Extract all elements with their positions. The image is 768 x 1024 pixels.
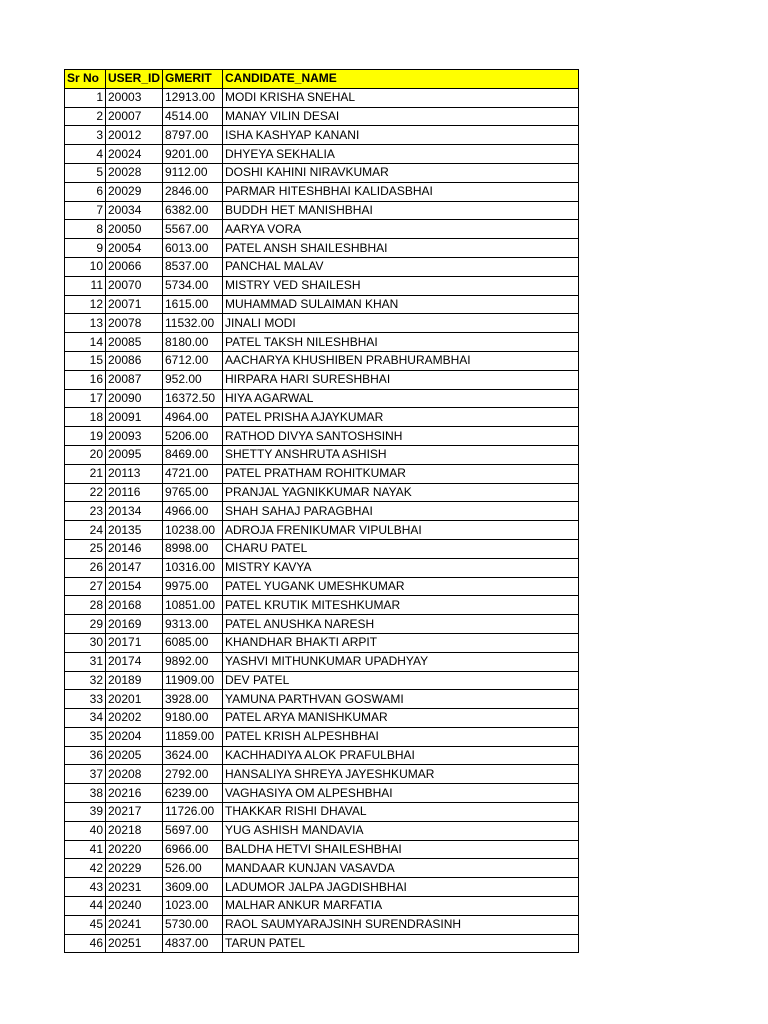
- cell-sr-no: 42: [65, 859, 106, 878]
- cell-sr-no: 21: [65, 464, 106, 483]
- table-row: [65, 239, 579, 258]
- cell-sr-no: 39: [65, 803, 106, 822]
- cell-gmerit: 11726.00: [163, 803, 223, 822]
- cell-user-id: 20201: [106, 690, 163, 709]
- cell-sr-no: 1: [65, 88, 106, 107]
- cell-candidate-name: MODI KRISHA SNEHAL: [223, 88, 579, 107]
- cell-user-id: 20007: [106, 107, 163, 126]
- cell-sr-no: 13: [65, 314, 106, 333]
- cell-sr-no: 25: [65, 539, 106, 558]
- cell-sr-no: 35: [65, 727, 106, 746]
- cell-sr-no: 8: [65, 220, 106, 239]
- cell-user-id: 20093: [106, 427, 163, 446]
- cell-user-id: 20240: [106, 897, 163, 916]
- cell-candidate-name: VAGHASIYA OM ALPESHBHAI: [223, 784, 579, 803]
- table-row: [65, 220, 579, 239]
- cell-user-id: 20216: [106, 784, 163, 803]
- cell-sr-no: 46: [65, 934, 106, 953]
- cell-user-id: 20251: [106, 934, 163, 953]
- header-row: [65, 70, 579, 89]
- cell-candidate-name: AACHARYA KHUSHIBEN PRABHURAMBHAI: [223, 351, 579, 370]
- cell-candidate-name: YAMUNA PARTHVAN GOSWAMI: [223, 690, 579, 709]
- cell-user-id: 20174: [106, 652, 163, 671]
- cell-candidate-name: RATHOD DIVYA SANTOSHSINH: [223, 427, 579, 446]
- table-row: [65, 690, 579, 709]
- cell-gmerit: 4514.00: [163, 107, 223, 126]
- table-row: [65, 803, 579, 822]
- cell-user-id: 20189: [106, 671, 163, 690]
- cell-user-id: 20154: [106, 577, 163, 596]
- cell-gmerit: 1023.00: [163, 897, 223, 916]
- cell-candidate-name: DOSHI KAHINI NIRAVKUMAR: [223, 163, 579, 182]
- cell-sr-no: 12: [65, 295, 106, 314]
- cell-user-id: 20029: [106, 182, 163, 201]
- cell-sr-no: 4: [65, 145, 106, 164]
- cell-sr-no: 43: [65, 878, 106, 897]
- cell-sr-no: 27: [65, 577, 106, 596]
- cell-gmerit: 4964.00: [163, 408, 223, 427]
- cell-sr-no: 30: [65, 633, 106, 652]
- cell-candidate-name: DHYEYA SEKHALIA: [223, 145, 579, 164]
- cell-user-id: 20204: [106, 727, 163, 746]
- cell-sr-no: 7: [65, 201, 106, 220]
- cell-user-id: 20066: [106, 257, 163, 276]
- cell-gmerit: 11859.00: [163, 727, 223, 746]
- table-row: [65, 276, 579, 295]
- cell-gmerit: 5734.00: [163, 276, 223, 295]
- cell-candidate-name: RAOL SAUMYARAJSINH SURENDRASINH: [223, 915, 579, 934]
- cell-user-id: 20091: [106, 408, 163, 427]
- table-row: [65, 539, 579, 558]
- cell-candidate-name: SHETTY ANSHRUTA ASHISH: [223, 445, 579, 464]
- cell-candidate-name: PATEL PRATHAM ROHITKUMAR: [223, 464, 579, 483]
- cell-candidate-name: PATEL ANSH SHAILESHBHAI: [223, 239, 579, 258]
- cell-candidate-name: KACHHADIYA ALOK PRAFULBHAI: [223, 746, 579, 765]
- cell-gmerit: 10316.00: [163, 558, 223, 577]
- table-row: [65, 427, 579, 446]
- cell-candidate-name: ISHA KASHYAP KANANI: [223, 126, 579, 145]
- table-row: [65, 577, 579, 596]
- cell-user-id: 20034: [106, 201, 163, 220]
- cell-user-id: 20134: [106, 502, 163, 521]
- cell-user-id: 20116: [106, 483, 163, 502]
- cell-gmerit: 5730.00: [163, 915, 223, 934]
- table-row: [65, 107, 579, 126]
- cell-user-id: 20086: [106, 351, 163, 370]
- cell-user-id: 20070: [106, 276, 163, 295]
- table-row: [65, 859, 579, 878]
- cell-candidate-name: KHANDHAR BHAKTI ARPIT: [223, 633, 579, 652]
- cell-gmerit: 952.00: [163, 370, 223, 389]
- cell-gmerit: 9112.00: [163, 163, 223, 182]
- cell-user-id: 20168: [106, 596, 163, 615]
- cell-candidate-name: TARUN PATEL: [223, 934, 579, 953]
- cell-candidate-name: MISTRY KAVYA: [223, 558, 579, 577]
- cell-sr-no: 38: [65, 784, 106, 803]
- cell-candidate-name: PARMAR HITESHBHAI KALIDASBHAI: [223, 182, 579, 201]
- cell-candidate-name: YASHVI MITHUNKUMAR UPADHYAY: [223, 652, 579, 671]
- cell-sr-no: 40: [65, 821, 106, 840]
- cell-gmerit: 8469.00: [163, 445, 223, 464]
- table-row: [65, 182, 579, 201]
- cell-gmerit: 6382.00: [163, 201, 223, 220]
- cell-gmerit: 10851.00: [163, 596, 223, 615]
- cell-user-id: 20028: [106, 163, 163, 182]
- cell-sr-no: 32: [65, 671, 106, 690]
- cell-candidate-name: PATEL YUGANK UMESHKUMAR: [223, 577, 579, 596]
- cell-candidate-name: PATEL KRUTIK MITESHKUMAR: [223, 596, 579, 615]
- cell-sr-no: 23: [65, 502, 106, 521]
- cell-sr-no: 36: [65, 746, 106, 765]
- cell-gmerit: 12913.00: [163, 88, 223, 107]
- table-row: [65, 314, 579, 333]
- cell-gmerit: 9201.00: [163, 145, 223, 164]
- cell-candidate-name: MANDAAR KUNJAN VASAVDA: [223, 859, 579, 878]
- cell-gmerit: 9313.00: [163, 615, 223, 634]
- cell-sr-no: 5: [65, 163, 106, 182]
- cell-candidate-name: AARYA VORA: [223, 220, 579, 239]
- table-row: [65, 633, 579, 652]
- cell-user-id: 20078: [106, 314, 163, 333]
- cell-sr-no: 18: [65, 408, 106, 427]
- cell-user-id: 20113: [106, 464, 163, 483]
- cell-user-id: 20217: [106, 803, 163, 822]
- cell-candidate-name: JINALI MODI: [223, 314, 579, 333]
- cell-candidate-name: PATEL TAKSH NILESHBHAI: [223, 333, 579, 352]
- cell-gmerit: 4837.00: [163, 934, 223, 953]
- cell-candidate-name: SHAH SAHAJ PARAGBHAI: [223, 502, 579, 521]
- cell-gmerit: 2792.00: [163, 765, 223, 784]
- cell-user-id: 20218: [106, 821, 163, 840]
- cell-gmerit: 5206.00: [163, 427, 223, 446]
- cell-candidate-name: MISTRY VED SHAILESH: [223, 276, 579, 295]
- cell-candidate-name: MANAY VILIN DESAI: [223, 107, 579, 126]
- cell-gmerit: 10238.00: [163, 521, 223, 540]
- table-row: [65, 88, 579, 107]
- table-row: [65, 502, 579, 521]
- cell-sr-no: 15: [65, 351, 106, 370]
- merit-table: [64, 69, 579, 953]
- table-row: [65, 915, 579, 934]
- cell-user-id: 20090: [106, 389, 163, 408]
- cell-user-id: 20171: [106, 633, 163, 652]
- cell-gmerit: 3609.00: [163, 878, 223, 897]
- table-row: [65, 878, 579, 897]
- cell-gmerit: 9765.00: [163, 483, 223, 502]
- cell-candidate-name: DEV PATEL: [223, 671, 579, 690]
- cell-gmerit: 4721.00: [163, 464, 223, 483]
- table-row: [65, 652, 579, 671]
- cell-sr-no: 17: [65, 389, 106, 408]
- cell-sr-no: 20: [65, 445, 106, 464]
- cell-gmerit: 6239.00: [163, 784, 223, 803]
- cell-candidate-name: HIRPARA HARI SURESHBHAI: [223, 370, 579, 389]
- cell-sr-no: 33: [65, 690, 106, 709]
- cell-candidate-name: PATEL ARYA MANISHKUMAR: [223, 709, 579, 728]
- cell-gmerit: 9975.00: [163, 577, 223, 596]
- table-row: [65, 464, 579, 483]
- header-user-id: USER_ID: [106, 70, 163, 89]
- cell-gmerit: 5567.00: [163, 220, 223, 239]
- table-row: [65, 351, 579, 370]
- table-row: [65, 934, 579, 953]
- cell-user-id: 20147: [106, 558, 163, 577]
- cell-sr-no: 22: [65, 483, 106, 502]
- table-row: [65, 840, 579, 859]
- cell-candidate-name: BUDDH HET MANISHBHAI: [223, 201, 579, 220]
- cell-user-id: 20135: [106, 521, 163, 540]
- table-row: [65, 897, 579, 916]
- cell-candidate-name: YUG ASHISH MANDAVIA: [223, 821, 579, 840]
- cell-candidate-name: PATEL PRISHA AJAYKUMAR: [223, 408, 579, 427]
- table-row: [65, 615, 579, 634]
- cell-candidate-name: MALHAR ANKUR MARFATIA: [223, 897, 579, 916]
- cell-sr-no: 2: [65, 107, 106, 126]
- cell-gmerit: 8180.00: [163, 333, 223, 352]
- cell-user-id: 20087: [106, 370, 163, 389]
- cell-candidate-name: HANSALIYA SHREYA JAYESHKUMAR: [223, 765, 579, 784]
- table-row: [65, 596, 579, 615]
- table-row: [65, 163, 579, 182]
- cell-candidate-name: PATEL ANUSHKA NARESH: [223, 615, 579, 634]
- header-sr-no: Sr No: [65, 70, 106, 89]
- cell-candidate-name: CHARU PATEL: [223, 539, 579, 558]
- cell-sr-no: 10: [65, 257, 106, 276]
- cell-sr-no: 14: [65, 333, 106, 352]
- cell-user-id: 20071: [106, 295, 163, 314]
- table-row: [65, 784, 579, 803]
- cell-candidate-name: THAKKAR RISHI DHAVAL: [223, 803, 579, 822]
- table-row: [65, 483, 579, 502]
- cell-sr-no: 41: [65, 840, 106, 859]
- cell-gmerit: 4966.00: [163, 502, 223, 521]
- cell-gmerit: 8797.00: [163, 126, 223, 145]
- cell-sr-no: 3: [65, 126, 106, 145]
- table-row: [65, 126, 579, 145]
- cell-gmerit: 9892.00: [163, 652, 223, 671]
- cell-gmerit: 2846.00: [163, 182, 223, 201]
- table-row: [65, 765, 579, 784]
- header-candidate-name: CANDIDATE_NAME: [223, 70, 579, 89]
- cell-sr-no: 34: [65, 709, 106, 728]
- table-row: [65, 201, 579, 220]
- cell-user-id: 20054: [106, 239, 163, 258]
- cell-user-id: 20024: [106, 145, 163, 164]
- cell-sr-no: 29: [65, 615, 106, 634]
- cell-sr-no: 11: [65, 276, 106, 295]
- cell-candidate-name: ADROJA FRENIKUMAR VIPULBHAI: [223, 521, 579, 540]
- cell-user-id: 20095: [106, 445, 163, 464]
- cell-candidate-name: LADUMOR JALPA JAGDISHBHAI: [223, 878, 579, 897]
- cell-candidate-name: PANCHAL MALAV: [223, 257, 579, 276]
- cell-user-id: 20012: [106, 126, 163, 145]
- cell-gmerit: 526.00: [163, 859, 223, 878]
- cell-sr-no: 6: [65, 182, 106, 201]
- cell-user-id: 20169: [106, 615, 163, 634]
- cell-gmerit: 3928.00: [163, 690, 223, 709]
- cell-gmerit: 16372.50: [163, 389, 223, 408]
- cell-gmerit: 6966.00: [163, 840, 223, 859]
- cell-sr-no: 26: [65, 558, 106, 577]
- cell-gmerit: 11532.00: [163, 314, 223, 333]
- cell-gmerit: 8998.00: [163, 539, 223, 558]
- table-row: [65, 295, 579, 314]
- table-row: [65, 389, 579, 408]
- table-row: [65, 333, 579, 352]
- cell-user-id: 20050: [106, 220, 163, 239]
- cell-gmerit: 1615.00: [163, 295, 223, 314]
- cell-gmerit: 6712.00: [163, 351, 223, 370]
- table-row: [65, 821, 579, 840]
- cell-candidate-name: PRANJAL YAGNIKKUMAR NAYAK: [223, 483, 579, 502]
- cell-gmerit: 6013.00: [163, 239, 223, 258]
- cell-sr-no: 19: [65, 427, 106, 446]
- table-row: [65, 521, 579, 540]
- cell-user-id: 20220: [106, 840, 163, 859]
- cell-user-id: 20202: [106, 709, 163, 728]
- cell-candidate-name: HIYA AGARWAL: [223, 389, 579, 408]
- table-row: [65, 709, 579, 728]
- cell-sr-no: 37: [65, 765, 106, 784]
- cell-candidate-name: MUHAMMAD SULAIMAN KHAN: [223, 295, 579, 314]
- cell-gmerit: 9180.00: [163, 709, 223, 728]
- header-gmerit: GMERIT: [163, 70, 223, 89]
- cell-gmerit: 11909.00: [163, 671, 223, 690]
- table-row: [65, 257, 579, 276]
- cell-gmerit: 6085.00: [163, 633, 223, 652]
- cell-sr-no: 31: [65, 652, 106, 671]
- table-row: [65, 671, 579, 690]
- table-row: [65, 370, 579, 389]
- cell-sr-no: 24: [65, 521, 106, 540]
- cell-user-id: 20085: [106, 333, 163, 352]
- cell-user-id: 20241: [106, 915, 163, 934]
- cell-sr-no: 16: [65, 370, 106, 389]
- cell-user-id: 20231: [106, 878, 163, 897]
- cell-user-id: 20208: [106, 765, 163, 784]
- table-row: [65, 145, 579, 164]
- cell-sr-no: 28: [65, 596, 106, 615]
- cell-sr-no: 9: [65, 239, 106, 258]
- table-row: [65, 558, 579, 577]
- table-row: [65, 727, 579, 746]
- cell-user-id: 20146: [106, 539, 163, 558]
- table-row: [65, 746, 579, 765]
- table-row: [65, 408, 579, 427]
- cell-candidate-name: BALDHA HETVI SHAILESHBHAI: [223, 840, 579, 859]
- cell-sr-no: 45: [65, 915, 106, 934]
- cell-sr-no: 44: [65, 897, 106, 916]
- cell-gmerit: 3624.00: [163, 746, 223, 765]
- cell-user-id: 20205: [106, 746, 163, 765]
- cell-user-id: 20229: [106, 859, 163, 878]
- cell-gmerit: 5697.00: [163, 821, 223, 840]
- cell-user-id: 20003: [106, 88, 163, 107]
- cell-candidate-name: PATEL KRISH ALPESHBHAI: [223, 727, 579, 746]
- cell-gmerit: 8537.00: [163, 257, 223, 276]
- table-row: [65, 445, 579, 464]
